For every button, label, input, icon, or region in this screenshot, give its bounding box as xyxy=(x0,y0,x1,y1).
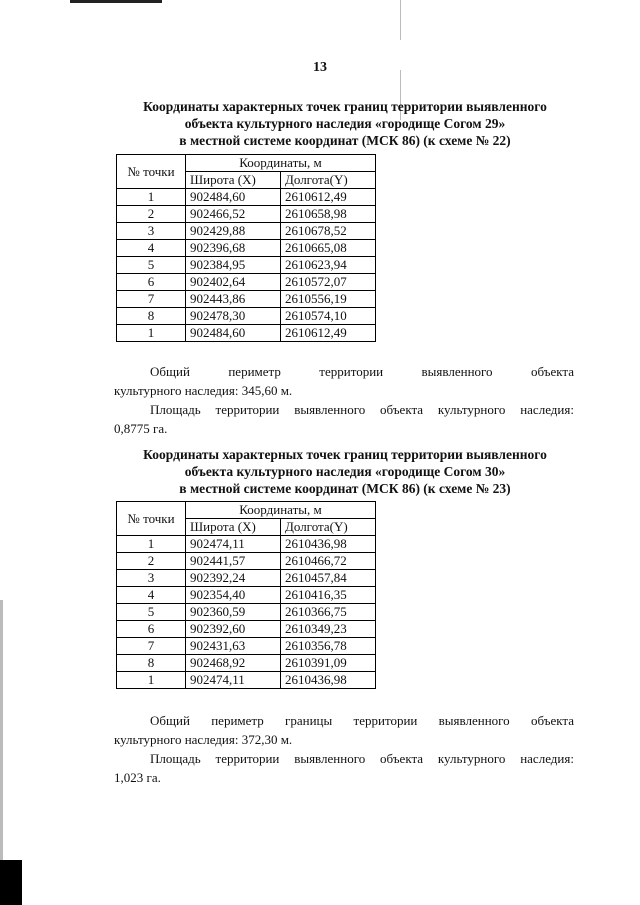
word: объекта xyxy=(530,713,574,728)
word: периметр xyxy=(228,364,281,379)
longitude-cell: 2610366,75 xyxy=(281,604,376,621)
perimeter-line-2: культурного наследия: 345,60 м. xyxy=(114,383,293,398)
point-number-cell: 1 xyxy=(117,672,186,689)
point-number-cell: 8 xyxy=(117,308,186,325)
word: территории xyxy=(215,402,280,417)
point-number-cell: 6 xyxy=(117,621,186,638)
latitude-cell: 902466,52 xyxy=(186,206,281,223)
perimeter-line-1 xyxy=(114,362,574,381)
word: наследия: xyxy=(520,402,574,417)
table-row xyxy=(117,257,376,274)
longitude-cell: 2610391,09 xyxy=(281,655,376,672)
point-number-cell: 7 xyxy=(117,638,186,655)
column-header-lat: Широта (X) xyxy=(186,519,281,536)
word: объекта xyxy=(380,751,424,766)
word: объекта xyxy=(530,364,574,379)
longitude-cell: 2610416,35 xyxy=(281,587,376,604)
longitude-cell: 2610665,08 xyxy=(281,240,376,257)
column-header-coords: Координаты, м xyxy=(186,502,376,519)
area-line-2: 1,023 га. xyxy=(114,770,161,785)
point-number-cell: 5 xyxy=(117,604,186,621)
word: Площадь xyxy=(150,402,201,417)
longitude-cell: 2610436,98 xyxy=(281,536,376,553)
page-number: 13 xyxy=(313,60,327,75)
perimeter-paragraph xyxy=(114,711,574,749)
latitude-cell: 902474,11 xyxy=(186,536,281,553)
heading-line: объекта культурного наследия «городище Согом 30» xyxy=(184,464,506,479)
point-number-cell: 8 xyxy=(117,655,186,672)
longitude-cell: 2610436,98 xyxy=(281,672,376,689)
word: культурного xyxy=(437,751,506,766)
heading-line: Координаты характерных точек границ территории выявленного xyxy=(143,447,547,462)
table-row xyxy=(117,672,376,689)
latitude-cell: 902360,59 xyxy=(186,604,281,621)
scan-artifact-corner xyxy=(0,860,22,905)
table-row xyxy=(117,570,376,587)
latitude-cell: 902354,40 xyxy=(186,587,281,604)
point-number-cell: 4 xyxy=(117,240,186,257)
word: выявленного xyxy=(421,364,493,379)
longitude-cell: 2610678,52 xyxy=(281,223,376,240)
word: территории xyxy=(353,713,418,728)
longitude-cell: 2610612,49 xyxy=(281,325,376,342)
point-number-cell: 1 xyxy=(117,189,186,206)
latitude-cell: 902484,60 xyxy=(186,325,281,342)
latitude-cell: 902474,11 xyxy=(186,672,281,689)
table-header-row xyxy=(117,502,376,519)
latitude-cell: 902443,86 xyxy=(186,291,281,308)
section-heading xyxy=(100,98,590,149)
point-number-cell: 3 xyxy=(117,570,186,587)
area-line-2: 0,8775 га. xyxy=(114,421,168,436)
point-number-cell: 2 xyxy=(117,553,186,570)
latitude-cell: 902431,63 xyxy=(186,638,281,655)
table-row xyxy=(117,206,376,223)
latitude-cell: 902478,30 xyxy=(186,308,281,325)
coordinates-table xyxy=(116,154,376,342)
table-row xyxy=(117,587,376,604)
word: Общий xyxy=(150,364,190,379)
scan-artifact-top-line xyxy=(70,0,162,3)
word: Общий xyxy=(150,713,190,728)
longitude-cell: 2610658,98 xyxy=(281,206,376,223)
point-number-cell: 1 xyxy=(117,536,186,553)
table-row xyxy=(117,274,376,291)
section-heading xyxy=(100,446,590,497)
latitude-cell: 902402,64 xyxy=(186,274,281,291)
table-row xyxy=(117,223,376,240)
table-row xyxy=(117,291,376,308)
perimeter-paragraph xyxy=(114,362,574,400)
longitude-cell: 2610556,19 xyxy=(281,291,376,308)
table-row xyxy=(117,189,376,206)
column-header-coords: Координаты, м xyxy=(186,155,376,172)
heading-line: Координаты характерных точек границ территории выявленного xyxy=(143,99,547,114)
word: культурного xyxy=(437,402,506,417)
word: территории xyxy=(319,364,384,379)
word: территории xyxy=(215,751,280,766)
table-row xyxy=(117,621,376,638)
table-row xyxy=(117,553,376,570)
longitude-cell: 2610457,84 xyxy=(281,570,376,587)
word: наследия: xyxy=(520,751,574,766)
table-row xyxy=(117,604,376,621)
perimeter-line-2: культурного наследия: 372,30 м. xyxy=(114,732,293,747)
word: Площадь xyxy=(150,751,201,766)
longitude-cell: 2610572,07 xyxy=(281,274,376,291)
table-row xyxy=(117,638,376,655)
latitude-cell: 902392,24 xyxy=(186,570,281,587)
latitude-cell: 902484,60 xyxy=(186,189,281,206)
table-header-row xyxy=(117,155,376,172)
scan-artifact-tick xyxy=(400,0,401,40)
table-row xyxy=(117,308,376,325)
point-number-cell: 5 xyxy=(117,257,186,274)
column-header-lon: Долгота(Y) xyxy=(281,519,376,536)
heading-line: в местной системе координат (МСК 86) (к схеме № 23) xyxy=(179,481,511,496)
area-paragraph xyxy=(114,749,574,787)
point-number-cell: 4 xyxy=(117,587,186,604)
longitude-cell: 2610466,72 xyxy=(281,553,376,570)
word: выявленного xyxy=(294,402,366,417)
longitude-cell: 2610356,78 xyxy=(281,638,376,655)
column-header-lon: Долгота(Y) xyxy=(281,172,376,189)
perimeter-line-1 xyxy=(114,711,574,730)
table-row xyxy=(117,240,376,257)
point-number-cell: 3 xyxy=(117,223,186,240)
latitude-cell: 902392,60 xyxy=(186,621,281,638)
latitude-cell: 902384,95 xyxy=(186,257,281,274)
point-number-cell: 1 xyxy=(117,325,186,342)
point-number-cell: 6 xyxy=(117,274,186,291)
latitude-cell: 902468,92 xyxy=(186,655,281,672)
longitude-cell: 2610574,10 xyxy=(281,308,376,325)
word: объекта xyxy=(380,402,424,417)
table-row xyxy=(117,536,376,553)
word: выявленного xyxy=(294,751,366,766)
table-row xyxy=(117,325,376,342)
word: выявленного xyxy=(438,713,510,728)
heading-line: в местной системе координат (МСК 86) (к схеме № 22) xyxy=(179,133,511,148)
longitude-cell: 2610349,23 xyxy=(281,621,376,638)
table-row xyxy=(117,655,376,672)
word: границы xyxy=(285,713,333,728)
word: периметр xyxy=(211,713,264,728)
area-line-1 xyxy=(114,749,574,768)
latitude-cell: 902441,57 xyxy=(186,553,281,570)
area-line-1 xyxy=(114,400,574,419)
latitude-cell: 902396,68 xyxy=(186,240,281,257)
coordinates-table xyxy=(116,501,376,689)
point-number-cell: 2 xyxy=(117,206,186,223)
longitude-cell: 2610612,49 xyxy=(281,189,376,206)
point-number-cell: 7 xyxy=(117,291,186,308)
area-paragraph xyxy=(114,400,574,438)
longitude-cell: 2610623,94 xyxy=(281,257,376,274)
heading-line: объекта культурного наследия «городище Согом 29» xyxy=(184,116,506,131)
column-header-point: № точки xyxy=(117,155,186,189)
latitude-cell: 902429,88 xyxy=(186,223,281,240)
column-header-lat: Широта (X) xyxy=(186,172,281,189)
column-header-point: № точки xyxy=(117,502,186,536)
